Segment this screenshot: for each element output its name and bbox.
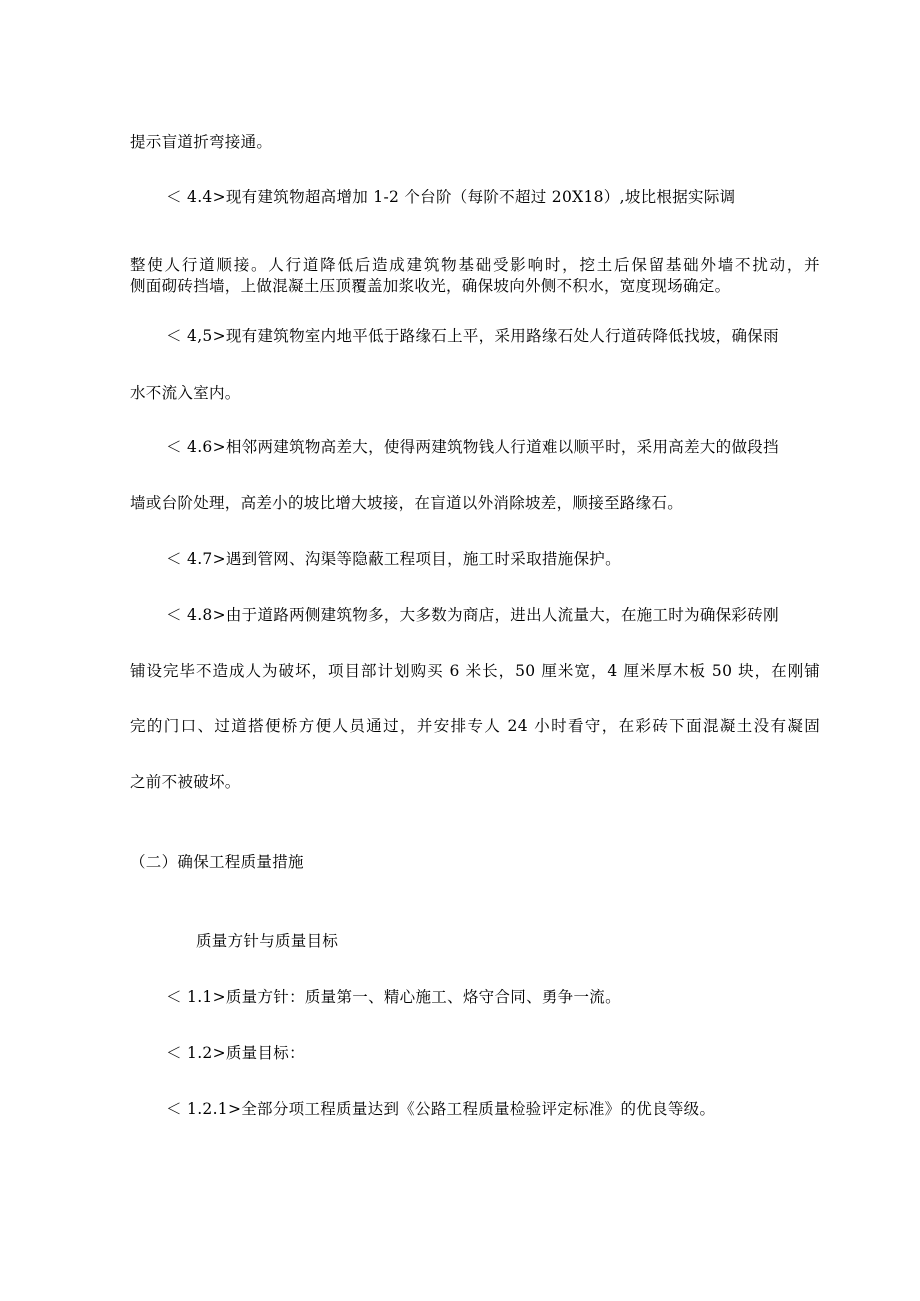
- clause-4-8: ＜ 4.8>由于道路两侧建筑物多，大多数为商店，进出人流量大，在施工时为确保彩砖刚: [166, 606, 779, 624]
- section-heading: （二）确保工程质量措施: [130, 853, 304, 871]
- text-line: 提示盲道折弯接通。: [130, 133, 273, 151]
- subsection-heading: 质量方针与质量目标: [196, 932, 339, 950]
- text-line: 之前不被破坏。: [130, 773, 241, 791]
- clause-1-2-1: ＜ 1.2.1>全部分项工程质量达到《公路工程质量检验评定标准》的优良等级。: [166, 1100, 716, 1118]
- text-line: 完的门口、过道搭便桥方便人员通过，并安排专人 24 小时看守，在彩砖下面混凝土没有凝固: [130, 717, 820, 735]
- text-line: 铺设完毕不造成人为破坏，项目部计划购买 6 米长，50 厘米宽，4 厘米厚木板 50 块，在刚铺: [130, 662, 820, 680]
- text-line: 墙或台阶处理，高差小的坡比增大坡接，在盲道以外消除坡差，顺接至路缘石。: [130, 494, 684, 512]
- clause-1-2: ＜ 1.2>质量目标：: [166, 1044, 305, 1062]
- text-line: 水不流入室内。: [130, 384, 241, 402]
- text-line: 整使人行道顺接。人行道降低后造成建筑物基础受影响时，挖土后保留基础外墙不扰动，并: [130, 256, 820, 274]
- clause-1-1: ＜ 1.1>质量方针：质量第一、精心施工、烙守合同、勇争一流。: [166, 988, 621, 1006]
- text-line: 侧面砌砖挡墙，上做混凝土压顶覆盖加浆收光，确保坡向外侧不积水，宽度现场确定。: [130, 277, 731, 295]
- clause-4-6: ＜ 4.6>相邻两建筑物高差大，使得两建筑物钱人行道难以顺平时，采用高差大的做段挡: [166, 438, 779, 456]
- clause-4-4: ＜ 4.4>现有建筑物超高增加 1-2 个台阶（每阶不超过 20X18）,坡比根据实际调: [166, 188, 736, 206]
- clause-4-5: ＜ 4,5>现有建筑物室内地平低于路缘石上平，采用路缘石处人行道砖降低找坡，确保雨: [166, 327, 779, 345]
- clause-4-7: ＜ 4.7>遇到管网、沟渠等隐蔽工程项目，施工时采取措施保护。: [166, 550, 621, 568]
